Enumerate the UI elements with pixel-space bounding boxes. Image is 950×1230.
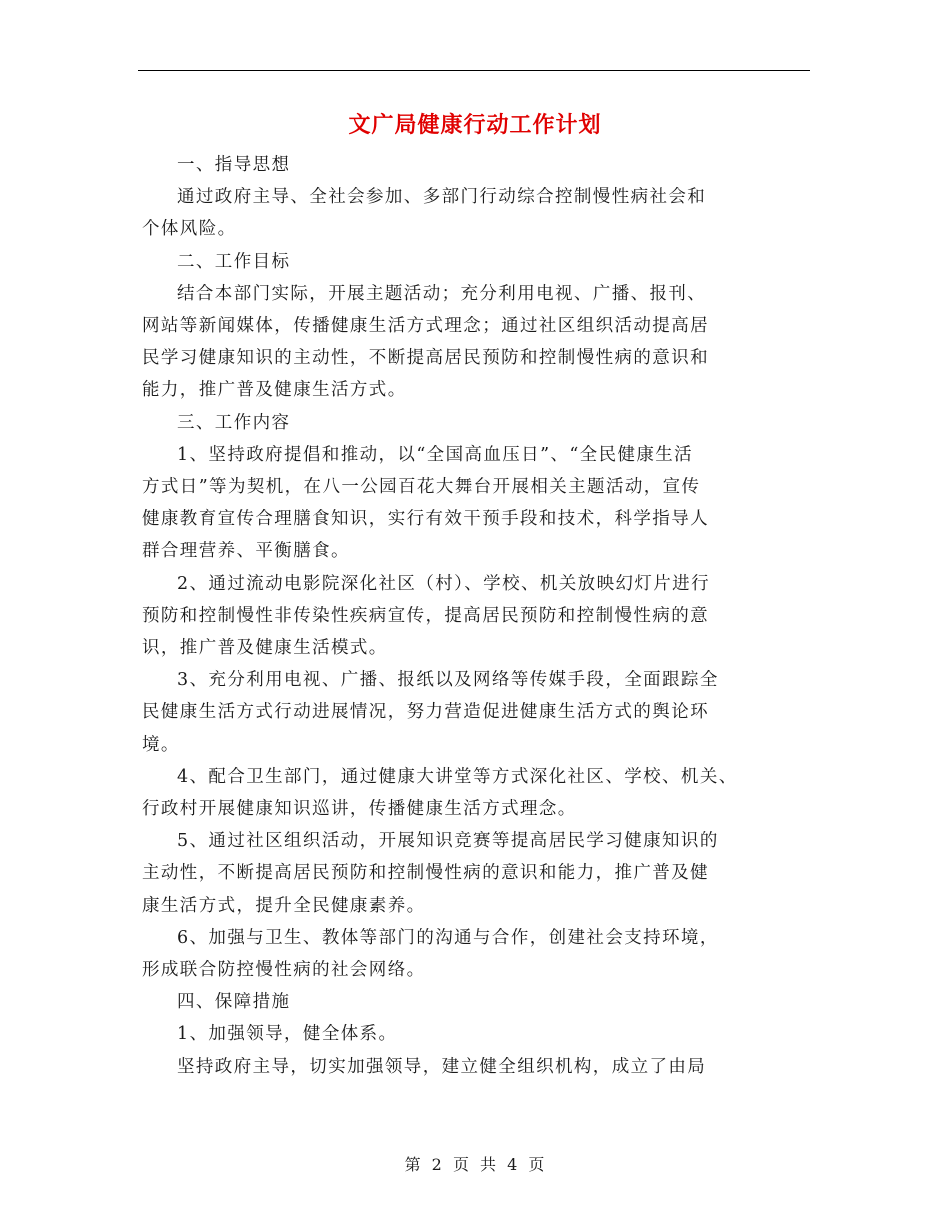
document-body xyxy=(142,149,802,1083)
section-heading-guiding-ideology: 一、指导思想 xyxy=(177,155,291,175)
document-title: 文广局健康行动工作计划 xyxy=(348,113,602,138)
list-item: 1、坚持政府提倡和推动，以“全国高血压日”、“全民健康生活 方式日”等为契机，在八一公园百花大舞台开展相关主题活动，宣传 健康教育宣传合理膳食知识，实行有效干预手段和技术，科学指导人 群合理营养、平衡膳食。 xyxy=(142,444,709,562)
list-item: 6、加强与卫生、教体等部门的沟通与合作，创建社会支持环境， 形成联合防控慢性病的社会网络。 xyxy=(142,927,719,981)
list-item: 4、配合卫生部门，通过健康大讲堂等方式深化社区、学校、机关、 行政村开展健康知识巡讲，传播健康生活方式理念。 xyxy=(142,766,738,820)
list-item: 2、通过流动电影院深化社区（村）、学校、机关放映幻灯片进行 预防和控制慢性非传染性疾病宣传，提高居民预防和控制慢性病的意 识，推广普及健康生活模式。 xyxy=(142,573,710,659)
list-item: 1、加强领导，健全体系。 xyxy=(177,1024,398,1045)
paragraph: 通过政府主导、全社会参加、多部门行动综合控制慢性病社会和 个体风险。 xyxy=(142,187,707,240)
list-item: 5、通过社区组织活动，开展知识竞赛等提高居民学习健康知识的 主动性，不断提高居民预防和控制慢性病的意识和能力，推广普及健 康生活方式，提升全民健康素养。 xyxy=(142,831,719,916)
header-rule xyxy=(138,70,810,71)
section-heading-work-goals: 二、工作目标 xyxy=(177,251,291,272)
paragraph: 结合本部门实际，开展主题活动；充分利用电视、广播、报刊、 网站等新闻媒体，传播健康生活方式理念；通过社区组织活动提高居 民学习健康知识的主动性，不断提高居民预防和控制慢性病的意识和 能力，推广普及健康生活方式。 xyxy=(142,283,709,401)
page-number-footer: 第 2 页 共 4 页 xyxy=(404,1155,546,1174)
paragraph: 坚持政府主导，切实加强领导，建立健全组织机构，成立了由局 xyxy=(177,1056,707,1077)
section-heading-safeguards: 四、保障措施 xyxy=(177,992,291,1013)
list-item: 3、充分利用电视、广播、报纸以及网络等传媒手段，全面跟踪全 民健康生活方式行动进展情况，努力营造促进健康生活方式的舆论环 境。 xyxy=(142,670,719,755)
section-heading-work-content: 三、工作内容 xyxy=(177,412,291,433)
